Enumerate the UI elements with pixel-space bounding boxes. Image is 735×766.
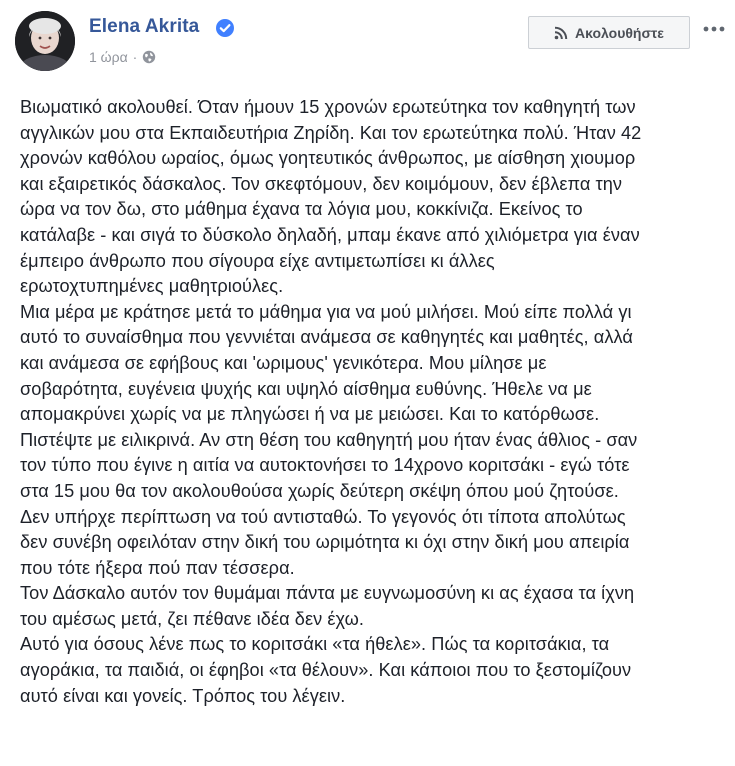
avatar[interactable] — [15, 11, 75, 71]
post-text-line: αυτό το συναίσθημα που γεννιέται ανάμεσα σε καθηγητές και μαθητές, αλλά — [20, 327, 633, 348]
post-text-line: Αυτό για όσους λένε πως το κοριτσάκι «τα ήθελε». Πώς τα κοριτσάκια, τα — [20, 634, 610, 655]
post-text-line: Βιωματικό ακολουθεί. Όταν ήμουν 15 χρονών ερωτεύτηκα τον καθηγητή των — [20, 97, 636, 117]
post-text-line: ερωτοχτυπημένες μαθητριούλες. — [20, 276, 284, 297]
post-header — [0, 0, 735, 90]
post-text-line: έμπειρο άνθρωπο που σίγουρα είχε αντιμετωπίσει κι άλλες — [20, 250, 495, 271]
post-text-line: σοβαρότητα, ευγένεια ψυχής και υψηλό αίσθημα ευθύνης. Ήθελε να με — [20, 378, 592, 399]
post-text-line: στα 15 μου θα τον ακολουθούσα χωρίς δεύτερη σκέψη όπου μού ζητούσε. — [20, 480, 619, 501]
follow-button-label: Ακολουθήστε — [575, 24, 664, 41]
post-timestamp[interactable]: 1 ώρα — [89, 49, 128, 65]
post-text-line: που τότε ήξερα πού παν τέσσερα. — [20, 557, 295, 578]
post-text-line: και εξαιρετικός δάσκαλος. Τον σκεφτόμουν, δεν κοιμόμουν, δεν έβλεπα την — [20, 173, 623, 194]
post-text-line: δεν συνέβη οφειλόταν στην δική του ωριμότητα κι όχι στην δική μου απειρία — [20, 532, 630, 553]
post-text-line: χρονών καθόλου ωραίος, όμως γοητευτικός άνθρωπος, με αίσθηση χιουμορ — [20, 148, 636, 169]
more-options-button[interactable] — [701, 18, 727, 40]
post-text-line: και ανάμεσα σε εφήβους και 'ωριμους' γενικότερα. Μου μίλησε με — [20, 352, 547, 373]
post-meta — [89, 49, 156, 65]
author-name[interactable]: Elena Akrita — [89, 16, 200, 37]
avatar-image — [15, 11, 75, 71]
follow-button[interactable] — [528, 16, 690, 49]
meta-separator: · — [132, 49, 138, 65]
post-text-line: τον τύπο που έγινε η αιτία να αυτοκτονήσει το 14χρονο κοριτσάκι - εγώ τότε — [20, 455, 630, 476]
globe-icon[interactable] — [142, 50, 156, 64]
more-options-icon — [703, 26, 725, 32]
post-text-line: του αμέσως μετά, ζει πέθανε ιδέα δεν έχω. — [20, 608, 364, 629]
post-text-line: αγοράκια, τα παιδιά, οι έφηβοι «τα θέλουν». Και κάποιοι που το ξεστομίζουν — [20, 660, 632, 681]
post-text-line: αυτό είναι και γονείς. Τρόπος του λέγειν. — [20, 685, 346, 706]
post-text-line: απομακρύνει χωρίς να με πληγώσει ή να με μειώσει. Και το κατόρθωσε. — [20, 404, 600, 425]
post-text-line: ώρα να τον δω, στο μάθημα έχανα τα λόγια μου, κοκκίνιζα. Εκείνος το — [20, 199, 583, 220]
post-text-line: Δεν υπήρχε περίπτωση να τού αντισταθώ. Το γεγονός ότι τίποτα απολύτως — [20, 506, 626, 527]
verified-badge-icon — [215, 18, 235, 38]
post-text — [20, 95, 730, 709]
rss-icon — [554, 26, 568, 40]
post-text-line: Πιστέψτε με ειλικρινά. Αν στη θέση του καθηγητή μου ήταν ένας άθλιος - σαν — [20, 429, 638, 450]
post-text-line: Μια μέρα με κράτησε μετά το μάθημα για να μού μιλήσει. Μού είπε πολλά γι — [20, 301, 632, 322]
post-text-line: αγγλικών μου στα Εκπαιδευτήρια Ζηρίδη. Και τον ερωτεύτηκα πολύ. Ήταν 42 — [20, 122, 642, 143]
post-text-line: κατάλαβε - και σιγά το δύσκολο δηλαδή, μπαμ έκανε από χιλιόμετρα για έναν — [20, 224, 640, 245]
post-text-line: Τον Δάσκαλο αυτόν τον θυμάμαι πάντα με ευγνωμοσύνη κι ας έχασα τα ίχνη — [20, 583, 635, 604]
